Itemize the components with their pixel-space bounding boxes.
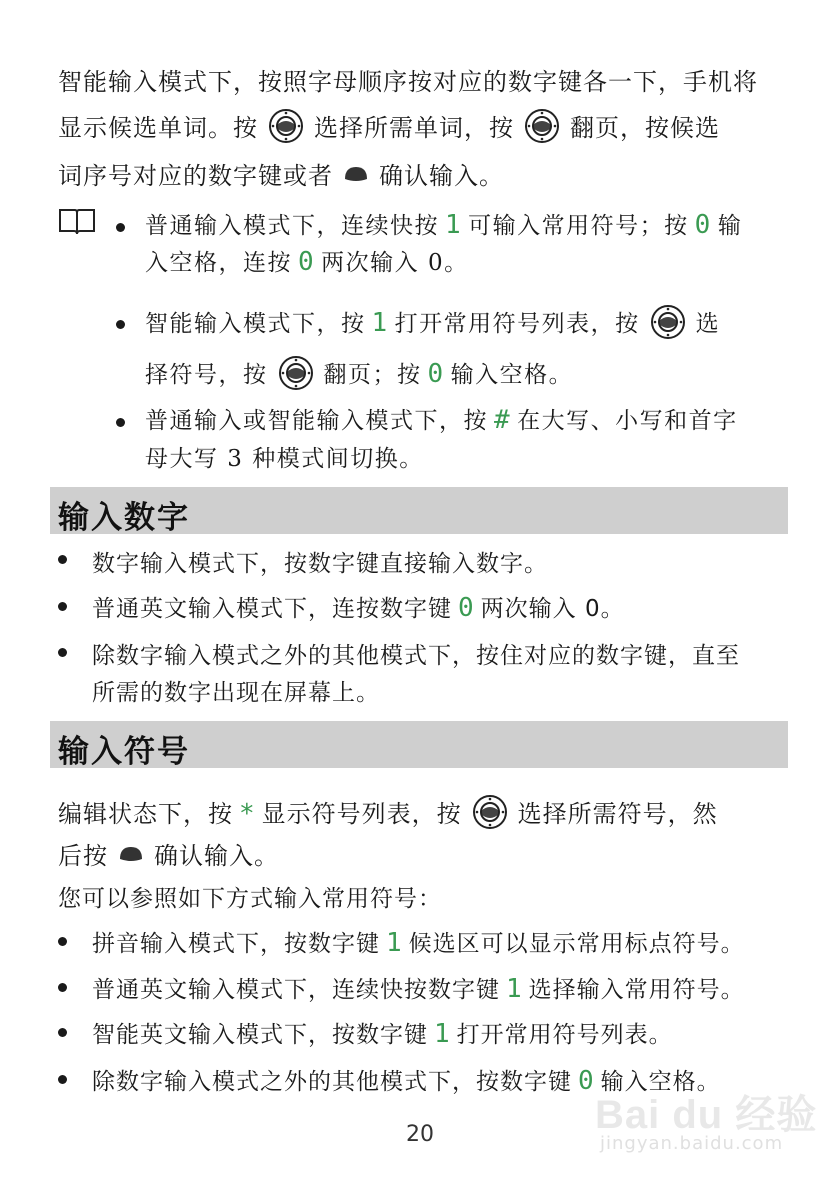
note-item-1-line-2 xyxy=(145,244,469,277)
section-heading-symbols xyxy=(50,721,788,768)
symbols-para-line-1 xyxy=(58,794,718,836)
note-text: 普通输入模式下，连续快按 xyxy=(145,213,439,239)
note-item-1-line-1 xyxy=(145,207,742,240)
note-item-2-line-1 xyxy=(145,304,720,346)
key-1-glyph: 1 xyxy=(371,308,389,338)
note-text: 输 xyxy=(717,213,743,239)
para-text: 编辑状态下，按 xyxy=(58,800,233,828)
intro-line-3 xyxy=(58,156,504,191)
key-0-glyph: 0 xyxy=(458,593,475,623)
note-book-icon xyxy=(58,207,96,241)
key-1-glyph: 1 xyxy=(445,210,463,240)
list-item xyxy=(92,1016,673,1049)
list-text: 选择输入常用符号。 xyxy=(528,977,745,1003)
list-item: 数字输入模式下，按数字键直接输入数字。 xyxy=(92,551,548,577)
list-bullet xyxy=(58,648,67,657)
list-item xyxy=(92,925,745,958)
ok-key-icon xyxy=(118,843,144,871)
key-0-glyph: 0 xyxy=(427,359,445,389)
list-bullet xyxy=(58,983,67,992)
key-hash-glyph: # xyxy=(494,405,512,435)
key-0-glyph: 0 xyxy=(298,247,316,277)
note-text: 翻页；按 xyxy=(323,362,422,388)
intro-line-1: 智能输入模式下，按照字母顺序按对应的数字键各一下，手机将 xyxy=(58,68,758,96)
intro-text: 确认输入。 xyxy=(379,162,504,190)
note-text: 两次输入 0。 xyxy=(321,250,469,276)
nav-key-icon xyxy=(650,304,686,346)
list-text: 普通英文输入模式下，连按数字键 xyxy=(92,596,452,622)
para-text: 确认输入。 xyxy=(154,842,279,870)
list-text: 打开常用符号列表。 xyxy=(456,1022,673,1048)
note-item-2-line-2 xyxy=(145,355,573,397)
key-1-glyph: 1 xyxy=(506,974,523,1004)
list-text: 两次输入 0。 xyxy=(480,596,625,622)
para-text: 选择所需符号，然 xyxy=(517,800,718,828)
section-title: 输入数字 xyxy=(58,500,190,536)
key-1-glyph: 1 xyxy=(386,928,403,958)
symbols-para-line-2 xyxy=(58,836,279,871)
list-item xyxy=(92,590,625,623)
note-bullet xyxy=(116,418,125,427)
list-bullet xyxy=(58,1075,67,1084)
list-text: 候选区可以显示常用标点符号。 xyxy=(408,931,745,957)
ok-key-icon xyxy=(343,163,369,191)
list-item xyxy=(92,971,745,1004)
note-item-3-line-1 xyxy=(145,402,738,435)
para-text: 后按 xyxy=(58,842,108,870)
list-bullet xyxy=(58,555,67,564)
watermark-url: jingyan.baidu.com xyxy=(600,1133,784,1154)
note-text: 输入空格。 xyxy=(450,362,574,388)
list-text: 智能英文输入模式下，按数字键 xyxy=(92,1022,428,1048)
list-bullet xyxy=(58,937,67,946)
intro-text: 选择所需单词，按 xyxy=(314,114,514,142)
intro-line-2 xyxy=(58,108,720,150)
note-item-3-line-2: 母大写 3 种模式间切换。 xyxy=(145,446,424,472)
note-text: 打开常用符号列表，按 xyxy=(394,311,640,337)
list-item-line-2: 所需的数字出现在屏幕上。 xyxy=(92,680,380,706)
list-item-line-1: 除数字输入模式之外的其他模式下，按住对应的数字键，直至 xyxy=(92,643,740,669)
nav-key-icon xyxy=(524,108,560,150)
note-bullet xyxy=(116,223,125,232)
list-text: 普通英文输入模式下，连续快按数字键 xyxy=(92,977,500,1003)
note-text: 智能输入模式下，按 xyxy=(145,311,366,337)
list-bullet xyxy=(58,602,67,611)
section-title: 输入符号 xyxy=(58,734,190,770)
intro-text: 翻页，按候选 xyxy=(570,114,720,142)
nav-key-icon xyxy=(472,794,508,836)
note-bullet xyxy=(116,320,125,329)
note-text: 在大写、小写和首字 xyxy=(517,408,738,434)
symbols-intro: 您可以参照如下方式输入常用符号： xyxy=(58,886,442,912)
list-bullet xyxy=(58,1028,67,1037)
nav-key-icon xyxy=(278,355,314,397)
note-text: 可输入常用符号；按 xyxy=(468,213,689,239)
list-text: 拼音输入模式下，按数字键 xyxy=(92,931,380,957)
list-text: 输入空格。 xyxy=(600,1069,721,1095)
watermark-logo: Bai du 经验 xyxy=(595,1093,818,1137)
list-text: 除数字输入模式之外的其他模式下，按数字键 xyxy=(92,1069,572,1095)
intro-text: 显示候选单词。按 xyxy=(58,114,258,142)
note-text: 普通输入或智能输入模式下，按 xyxy=(145,408,488,434)
nav-key-icon xyxy=(268,108,304,150)
intro-text: 词序号对应的数字键或者 xyxy=(58,162,333,190)
key-star-glyph: * xyxy=(239,799,256,829)
section-heading-digits xyxy=(50,487,788,534)
key-1-glyph: 1 xyxy=(434,1019,451,1049)
key-0-glyph: 0 xyxy=(578,1066,595,1096)
note-text: 入空格，连按 xyxy=(145,250,292,276)
para-text: 显示符号列表，按 xyxy=(261,800,462,828)
key-0-glyph: 0 xyxy=(694,210,712,240)
note-text: 选 xyxy=(695,311,721,337)
note-text: 择符号，按 xyxy=(145,362,268,388)
page-number: 20 xyxy=(406,1122,434,1147)
